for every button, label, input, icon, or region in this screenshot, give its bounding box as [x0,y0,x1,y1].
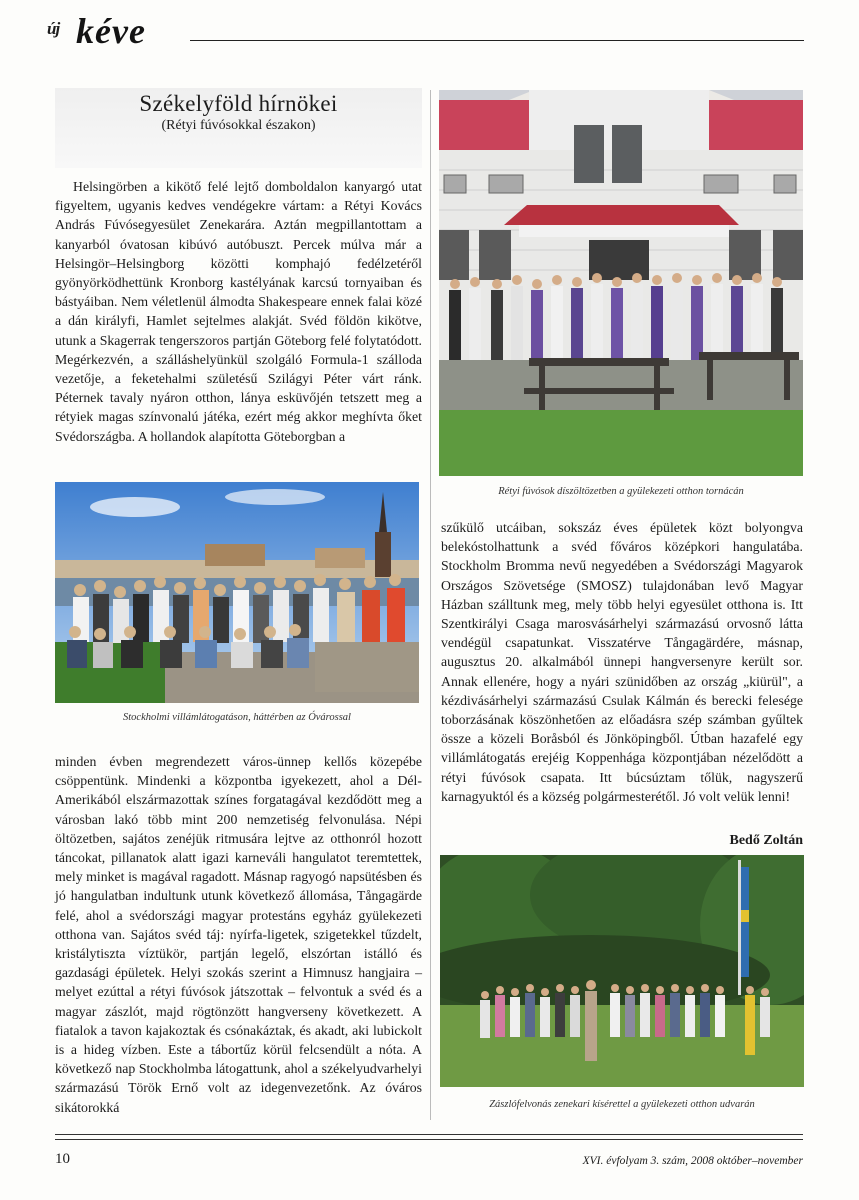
caption-house: Rétyi fúvósok díszöltözetben a gyülekezeti otthon tornácán [498,486,744,497]
article-body-col2 [441,518,803,806]
paragraph: Helsingörben a kikötő felé lejtő domboldalon kanyargó utat figyeltem, ugyanis kedves vendégekre vártam: a Rétyi Kovács András Fúvósegyesület Zenekarára. Aztán megpillantottam a kanyarból óvatosan kibúvó autóbuszt. Percek múlva már a Helsingör–Helsingborg közötti komphajó fedélzetéről gyönyörködhettünk Kronborg kastélyának karcsú tornyaiban és bástyáiban. Nem véletlenül álmodta Shakespeare ennek falai közé a dán királyfi, Hamlet sejtelmes alakját. Svéd földön kikötve, utunk a Skagerrak tengerszoros partján Göteborg felé folytatódott. Megérkezvén, a szálláshelyünkül szolgáló Formula-1 szálloda vezetője, a feketehalmi születésű Szilágyi Péter várt ránk. Péternek tavaly nyáron otthon, lánya esküvőjén tetszett meg a rétyiek magas színvonalú játéka, ezért még akkor meghívta őket Svédországba. A hollandok alapította Göteborgban a [55,179,422,444]
column-divider [430,90,431,1120]
page-number: 10 [55,1151,70,1167]
photo-house [439,90,803,476]
logo-main: kéve [76,11,146,51]
author-name: Bedő Zoltán [729,833,803,848]
caption-stockholm: Stockholmi villámlátogatáson, háttérben az Óvárossal [123,712,351,723]
footer-rule-top [55,1134,803,1135]
photo-flag-raising [440,855,804,1087]
article-title: Székelyföld hírnökei [139,91,338,116]
photo-stockholm [55,482,419,703]
article-body-col1 [55,177,422,446]
article-subtitle: (Rétyi fúvósokkal északon) [161,118,316,133]
footer-rule-bottom [55,1139,803,1140]
headline-box [55,88,422,168]
issue-info: XVI. évfolyam 3. szám, 2008 október–november [582,1155,803,1167]
paragraph: minden évben megrendezett város-ünnep kellős közepébe csöppentünk. Mindenki a központba igyekezett, ahol a Dél-Amerikából elszármazottak színes forgatagával kezdődött meg a városban lakó több mint 200 nemzetiség felvonulása. Népi öltözetben, sajátos zenéjük ritmusára lejtve az otthonról hozott táncokat, pillanatok alatt igazi karneváli hangulatot teremtettek, mely minket is magával ragadott. Másnap ragyogó napsütésben és jó hangulatban indultunk utunk következő állomása, Tångagärde felé, ahol a svédországi magyar protestáns egyház gyülekezeti otthona van. Sajátos svéd táj: nyírfa-ligetek, szigetekkel tűzdelt, kristálytiszta víztükör, partján legelő, elszórtan istálló és gazdasági épületek. Helyi szokás szerint a Himnusz hangjaira – melyet ezúttal a rétyi fúvósok játszottak – felvontuk a svéd és a magyar zászlót, majd rögtönzött hangverseny következett. A fiatalok a tavon kajakoztak és csónakáztak, és akadt, aki lubickolt is a hideg vízben. Este a tábortűz körül felcsendült a nóta. A következő nap Stockholmba látogattunk, ahol a székelyudvarhelyi származású Török Ernő volt az idegenvezetőnk. Az óváros sikátorokká [55,754,422,1115]
logo-small: új [47,19,60,38]
masthead [47,11,804,54]
caption-flag-raising: Zászlófelvonás zenekari kísérettel a gyülekezeti otthon udvarán [489,1099,755,1110]
article-body-col1b [55,752,422,1117]
masthead-rule [190,40,804,41]
paragraph: szűkülő utcáiban, sokszáz éves épületek közt bolyongva belekóstolhattunk a svéd főváros középkori hangulatába. Stockholm Bromma nevű negyedében a Svédországi Magyarok Országos Szövetsége (SMOSZ) tulajdonában levő Magyar Házban szálltunk meg, mely több helyi egyesület otthona is. Itt Szentkirályi Csaga marosvásárhelyi származású orvosnő látta vendégül csapatunkat. Visszatérve Tångagärdére, másnap, augusztus 20. alkalmából ünnepi hangversenyre került sor. Annak ellenére, hogy a nyári szünidőben az ország „kiürül", a kézdivásárhelyi származású Csulak Kálmán és berecki felesége toborzásának köszönhetően az előadásra szép számban gyűltek össze a közeli Boråsból és Jönköpingből. Útban hazafelé egy villámlátogatás erejéig Koppenhága központjában nézelődött a rétyi fúvósok csapata. Itt búcsúztam tőlük, nagyszerű karnagyuktól és a község polgármesterétől. Jó volt velük lenni! [441,520,803,804]
